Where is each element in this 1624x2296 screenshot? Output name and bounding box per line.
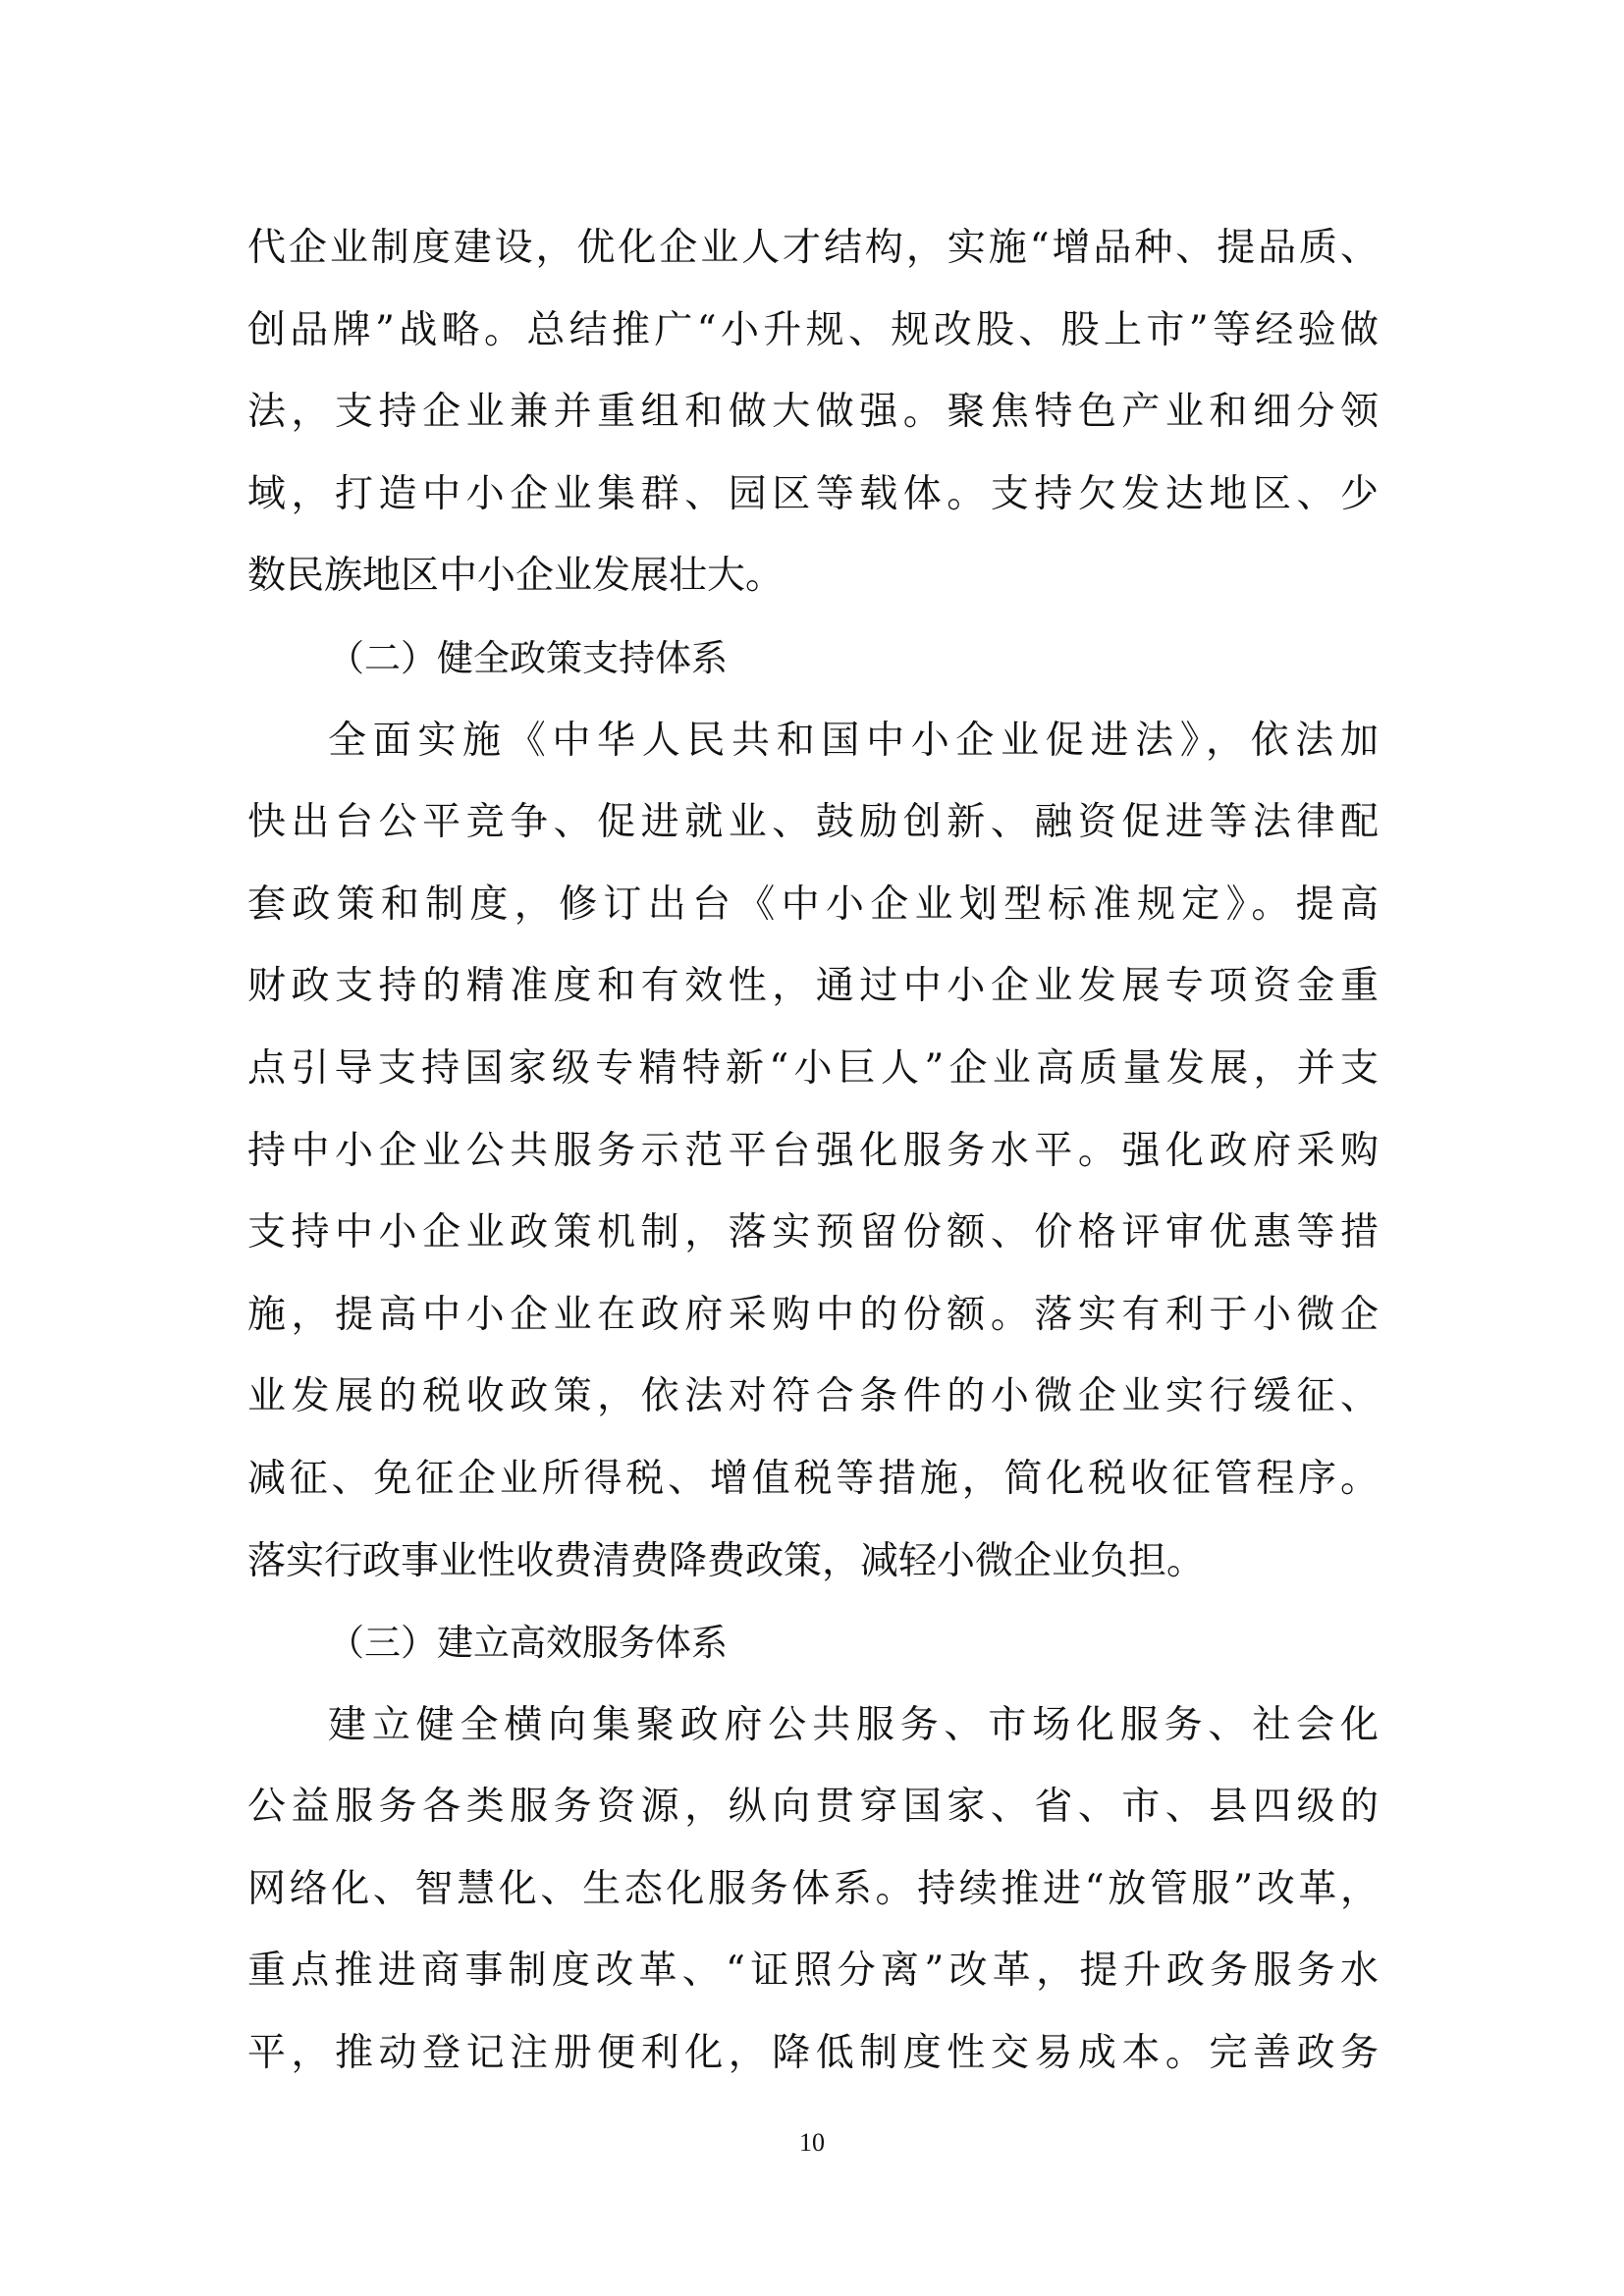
paragraph-line: 重点推进商事制度改革、“证照分离”改革，提升政务服务水 — [247, 1949, 1379, 1994]
paragraph-line: 快出台公平竞争、促进就业、鼓励创新、融资促进等法律配 — [247, 800, 1379, 845]
paragraph-line: 网络化、智慧化、生态化服务体系。持续推进“放管服”改革， — [247, 1866, 1379, 1911]
paragraph-line: 建立健全横向集聚政府公共服务、市场化服务、社会化 — [328, 1702, 1379, 1747]
paragraph-line: 数民族地区中小企业发展壮大。 — [247, 554, 785, 599]
page-number: 10 — [799, 2128, 825, 2157]
paragraph-line: 持中小企业公共服务示范平台强化服务水平。强化政府采购 — [247, 1128, 1379, 1173]
paragraph-line: 平，推动登记注册便利化，降低制度性交易成本。完善政务 — [247, 2031, 1379, 2076]
paragraph-line: 减征、免征企业所得税、增值税等措施，简化税收征管程序。 — [247, 1456, 1379, 1501]
document-body — [247, 207, 1379, 2095]
paragraph-line: 落实行政事业性收费清费降费政策，减轻小微企业负担。 — [247, 1538, 1206, 1583]
paragraph-line: 代企业制度建设，优化企业人才结构，实施“增品种、提品质、 — [247, 226, 1379, 270]
section-heading-2: （二）健全政策支持体系 — [328, 636, 728, 679]
paragraph-line: 公益服务各类服务资源，纵向贯穿国家、省、市、县四级的 — [247, 1785, 1379, 1830]
paragraph-line: 施，提高中小企业在政府采购中的份额。落实有利于小微企 — [247, 1292, 1379, 1337]
paragraph-line: 域，打造中小企业集群、园区等载体。支持欠发达地区、少 — [247, 471, 1379, 516]
paragraph-line: 全面实施《中华人民共和国中小企业促进法》，依法加 — [328, 718, 1379, 763]
paragraph-line: 创品牌”战略。总结推广“小升规、规改股、股上市”等经验做 — [247, 307, 1379, 352]
paragraph-line: 支持中小企业政策机制，落实预留份额、价格评审优惠等措 — [247, 1210, 1379, 1255]
paragraph-line: 点引导支持国家级专精特新“小巨人”企业高质量发展，并支 — [247, 1045, 1379, 1091]
paragraph-line: 法，支持企业兼并重组和做大做强。聚焦特色产业和细分领 — [247, 390, 1379, 435]
paragraph-line: 套政策和制度，修订出台《中小企业划型标准规定》。提高 — [247, 881, 1379, 927]
paragraph-line: 财政支持的精准度和有效性，通过中小企业发展专项资金重 — [247, 964, 1379, 1009]
paragraph-line: 业发展的税收政策，依法对符合条件的小微企业实行缓征、 — [247, 1374, 1379, 1419]
section-heading-3: （三）建立高效服务体系 — [328, 1622, 728, 1665]
